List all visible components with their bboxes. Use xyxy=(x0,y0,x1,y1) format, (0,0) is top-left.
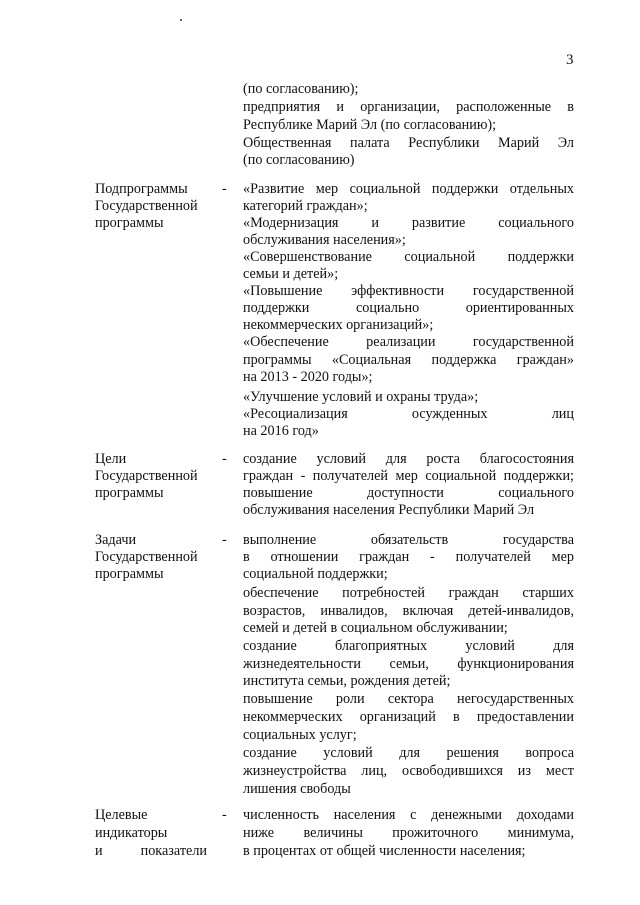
top-line: Республике Марий Эл (по согласованию); xyxy=(243,117,497,133)
section-line: «Модернизация и развитие социального xyxy=(243,215,574,231)
section-line: некоммерческих организаций в предоставлении xyxy=(243,709,574,725)
section-line: семьи и детей»; xyxy=(243,266,339,282)
section-line: социальных услуг; xyxy=(243,727,357,743)
section-dash: - xyxy=(222,532,227,548)
section-dash: - xyxy=(222,807,227,823)
section-line: жизнедеятельности семьи, функционирования xyxy=(243,656,574,672)
section-line: категорий граждан»; xyxy=(243,198,368,214)
section-line: создание условий для роста благосостояния xyxy=(243,451,574,467)
top-line: (по согласованию) xyxy=(243,152,355,168)
section-line: жизнеустройства лиц, освободившихся из мест xyxy=(243,763,574,779)
section-line: повышение роли сектора негосударственных xyxy=(243,691,574,707)
section-line: обслуживания населения Республики Марий Эл xyxy=(243,502,535,518)
section-line: в процентах от общей численности населения; xyxy=(243,843,526,859)
section-line: «Ресоциализация осужденных лиц xyxy=(243,406,574,422)
top-line: предприятия и организации, расположенные в xyxy=(243,99,574,115)
section-label: программы xyxy=(95,215,164,231)
section-line: создание благоприятных условий для xyxy=(243,638,574,654)
section-line: граждан - получателей мер социальной поддержки; xyxy=(243,468,574,484)
section-label: индикаторы xyxy=(95,825,168,841)
section-line: лишения свободы xyxy=(243,781,351,797)
section-label: программы xyxy=(95,566,164,582)
scan-speck xyxy=(180,19,182,21)
section-dash: - xyxy=(222,181,227,197)
section-line: ниже величины прожиточного минимума, xyxy=(243,825,574,841)
section-line: повышение доступности социального xyxy=(243,485,574,501)
section-line: «Обеспечение реализации государственной xyxy=(243,334,574,350)
section-line: обеспечение потребностей граждан старших xyxy=(243,585,574,601)
section-line: на 2013 - 2020 годы»; xyxy=(243,369,373,385)
section-label: и показатели xyxy=(95,843,207,859)
section-label: Государственной xyxy=(95,198,198,214)
section-dash: - xyxy=(222,451,227,467)
section-label: Подпрограммы xyxy=(95,181,188,197)
section-label: программы xyxy=(95,485,164,501)
top-line: (по согласованию); xyxy=(243,81,359,97)
page-number: 3 xyxy=(566,52,574,68)
section-line: создание условий для решения вопроса xyxy=(243,745,574,761)
section-line: программы «Социальная поддержка граждан» xyxy=(243,352,574,368)
section-line: возрастов, инвалидов, включая детей-инвалидов, xyxy=(243,603,574,619)
section-line: социальной поддержки; xyxy=(243,566,388,582)
section-label: Государственной xyxy=(95,468,198,484)
section-line: «Улучшение условий и охраны труда»; xyxy=(243,389,479,405)
section-line: института семьи, рождения детей; xyxy=(243,673,451,689)
section-line: «Совершенствование социальной поддержки xyxy=(243,249,574,265)
section-line: выполнение обязательств государства xyxy=(243,532,574,548)
section-label: Цели xyxy=(95,451,127,467)
section-line: численность населения с денежными доходами xyxy=(243,807,574,823)
section-line: «Развитие мер социальной поддержки отдельных xyxy=(243,181,574,197)
section-line: семей и детей в социальном обслуживании; xyxy=(243,620,508,636)
section-line: некоммерческих организаций»; xyxy=(243,317,434,333)
section-line: в отношении граждан - получателей мер xyxy=(243,549,574,565)
top-line: Общественная палата Республики Марий Эл xyxy=(243,135,574,151)
section-line: «Повышение эффективности государственной xyxy=(243,283,574,299)
section-line: на 2016 год» xyxy=(243,423,319,439)
section-label: Государственной xyxy=(95,549,198,565)
section-line: обслуживания населения»; xyxy=(243,232,406,248)
section-line: поддержки социально ориентированных xyxy=(243,300,574,316)
section-label: Задачи xyxy=(95,532,137,548)
section-label: Целевые xyxy=(95,807,148,823)
